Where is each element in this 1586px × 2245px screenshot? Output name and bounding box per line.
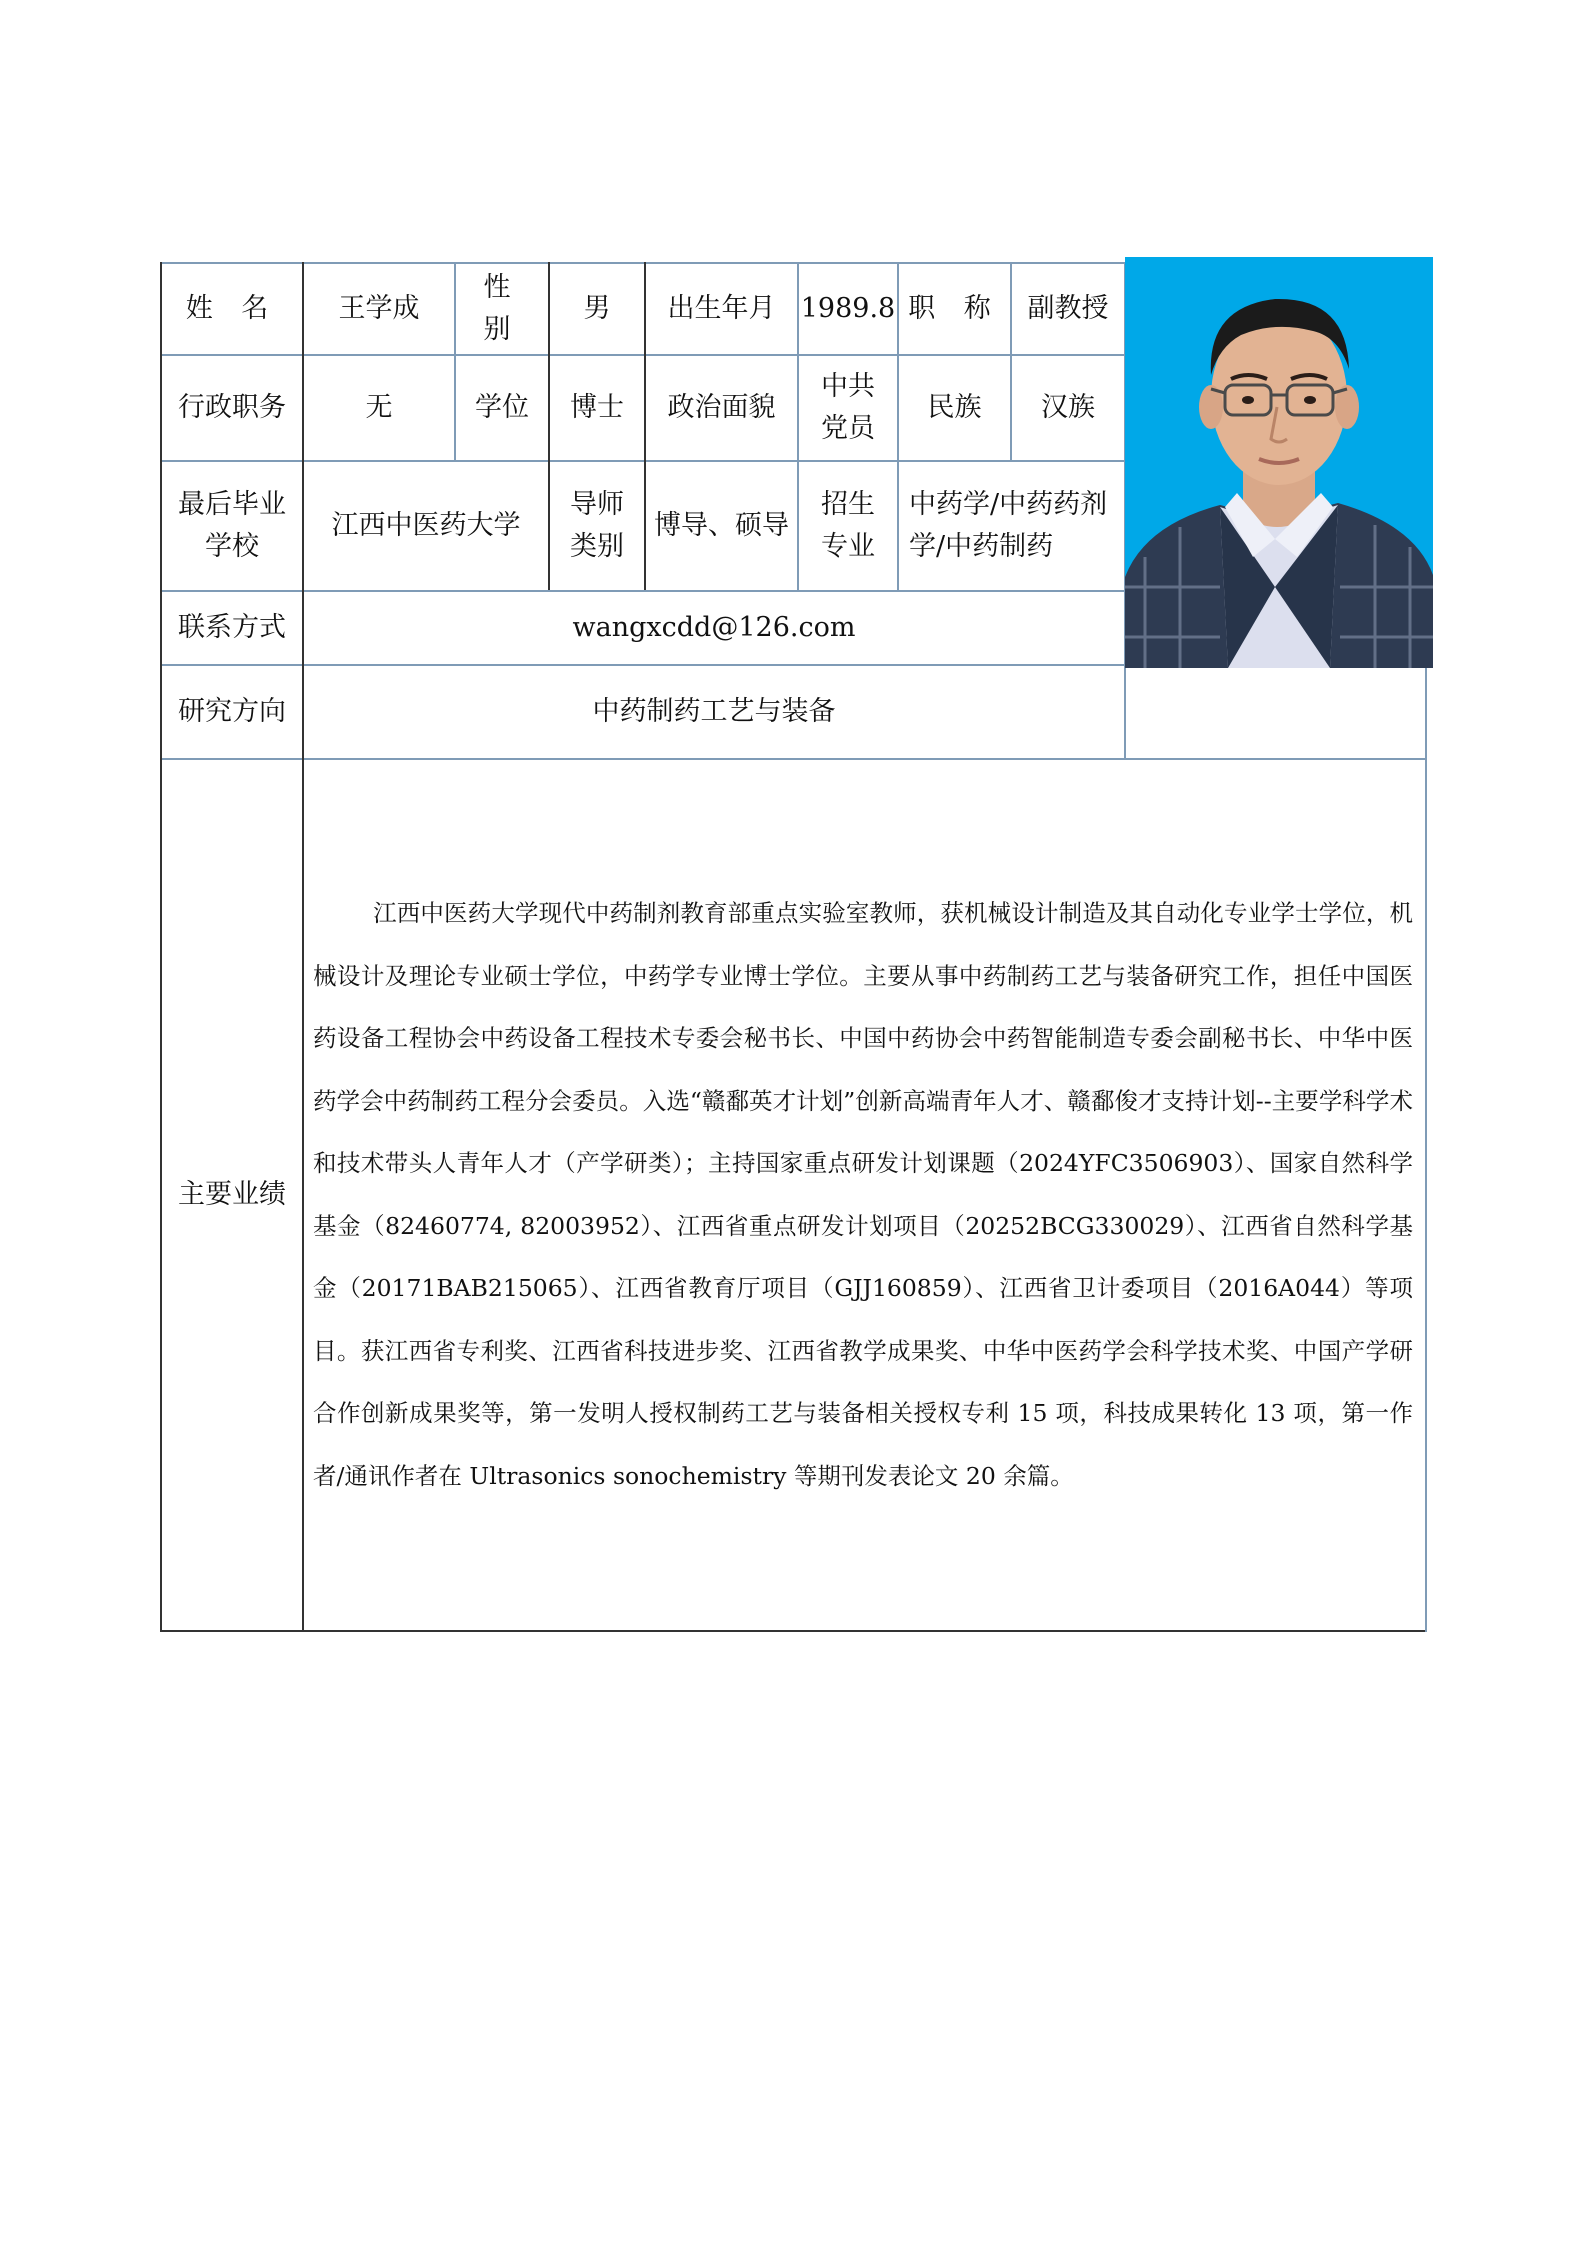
school-label-line1: 最后毕业 <box>178 489 286 520</box>
achievements-text <box>313 882 1413 1507</box>
gender-label: 性 别 <box>483 272 521 345</box>
political-value-line2: 党员 <box>821 413 875 444</box>
gender-value: 男 <box>583 293 611 324</box>
name-label: 姓 名 <box>185 293 279 324</box>
mentor-type-label-line1: 导师 <box>570 489 624 520</box>
political-label: 政治面貌 <box>667 392 776 423</box>
achievements-body: 江西中医药大学现代中药制剂教育部重点实验室教师，获机械设计制造及其自动化专业学士学位，机械设计及理论专业硕士学位，中药学专业博士学位。主要从事中药制药工艺与装备研究工作，担任中国医药设备工程协会中药设备工程技术专委会秘书长、中国中药协会中药智能制造专委会副秘书长、中华中医药学会中药制药工程分会委员。入选“赣鄱英才计划”创新高端青年人才、赣鄱俊才支持计划--主要学科学术和技术带头人青年人才（产学研类）；主持国家重点研发计划课题（2024YFC3506903）、国家自然科学基金（82460774, 82003952）、江西省重点研发计划项目（20252BCG330029）、江西省自然科学基金（20171BAB215065）、江西省教育厅项目（GJJ160859）、江西省卫计委项目（2016A044）等项目。获江西省专利奖、江西省科技进步奖、江西省教学成果奖、中华中医药学会科学技术奖、中国产学研合作创新成果奖等，第一发明人授权制药工艺与装备相关授权专利 15 项，科技成果转化 13 项，第一作者/通讯作者在 Ultrasonics sonochemistry 等期刊发表论文 20 余篇。 <box>313 899 1413 1490</box>
degree-value: 博士 <box>570 392 624 423</box>
table-row-line <box>160 758 1427 760</box>
mentor-type-label-line2: 类别 <box>570 531 624 562</box>
school-value: 江西中医药大学 <box>331 510 521 541</box>
research-label: 研究方向 <box>178 696 286 727</box>
job-title-label: 职 称 <box>908 293 1001 324</box>
admin-position-label: 行政职务 <box>178 392 286 423</box>
major-label-line2: 专业 <box>821 531 875 562</box>
contact-email[interactable]: wangxcdd@126.com <box>572 612 856 643</box>
mentor-type-label <box>550 462 644 590</box>
mentor-type-value: 博导、硕导 <box>654 510 789 541</box>
major-value-line2: 学/中药制药 <box>909 531 1054 562</box>
degree-label: 学位 <box>475 392 529 423</box>
political-value-line1: 中共 <box>821 371 875 402</box>
admin-position-value: 无 <box>365 392 393 423</box>
contact-label: 联系方式 <box>178 612 286 643</box>
birth-value: 1989.8 <box>800 293 896 324</box>
major-label <box>799 462 897 590</box>
major-label-line1: 招生 <box>821 489 875 520</box>
school-label <box>162 462 302 590</box>
portrait-illustration <box>1125 257 1433 668</box>
job-title-value: 副教授 <box>1027 293 1109 324</box>
political-value <box>799 356 897 460</box>
ethnic-label: 民族 <box>927 392 982 423</box>
ethnic-value: 汉族 <box>1041 392 1095 423</box>
birth-label: 出生年月 <box>667 293 776 324</box>
portrait-photo <box>1125 257 1433 668</box>
achievements-label: 主要业绩 <box>178 1179 286 1210</box>
school-label-line2: 学校 <box>205 531 259 562</box>
table-border-bottom <box>160 1630 1427 1632</box>
table-border-right <box>1425 668 1427 1632</box>
research-value: 中药制药工艺与装备 <box>592 696 836 727</box>
major-value-line1: 中药学/中药药剂 <box>909 489 1108 520</box>
major-value <box>899 462 1124 590</box>
name-value: 王学成 <box>338 293 420 324</box>
